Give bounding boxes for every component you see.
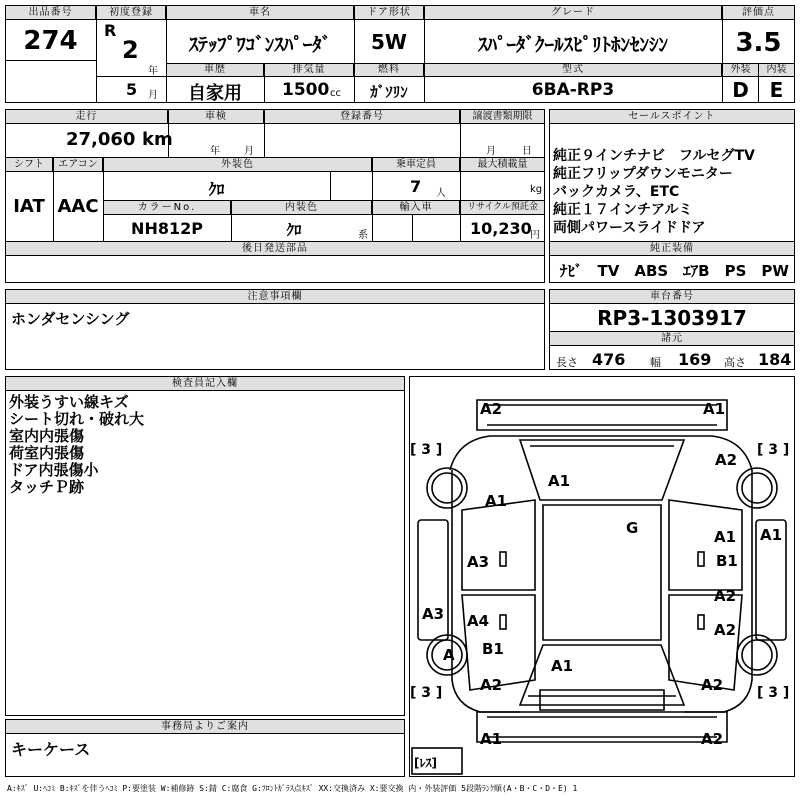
damage-code: A2 xyxy=(480,676,503,694)
tire-bracket: [ 3 ] xyxy=(410,685,443,701)
import-label: 輸入車 xyxy=(372,200,460,215)
damage-code: A3 xyxy=(422,605,445,623)
inspection-year-unit: 年 xyxy=(210,146,220,157)
damage-code: A1 xyxy=(551,657,574,675)
capacity: 7 xyxy=(410,177,422,196)
inspector-line-3: 室内内張傷 xyxy=(9,427,85,445)
height: 184 xyxy=(758,350,792,369)
office-notice-label: 事務局よりご案内 xyxy=(5,719,405,734)
width: 169 xyxy=(678,350,712,369)
interior-grade: E xyxy=(769,78,784,102)
damage-code: A xyxy=(443,646,455,664)
damage-code: A2 xyxy=(480,400,503,418)
car-name: ｽﾃｯﾌﾟﾜｺﾞﾝｽﾊﾟｰﾀﾞ xyxy=(188,34,332,56)
aircon-label: エアコン xyxy=(53,157,103,172)
displacement: 1500 xyxy=(282,80,330,100)
model: 6BA-RP3 xyxy=(531,80,615,100)
damage-code: G xyxy=(626,519,639,537)
damage-code: A2 xyxy=(714,621,737,639)
standard-equipment-label: 純正装備 xyxy=(549,241,795,256)
damage-code: A2 xyxy=(715,451,738,469)
inspection-month-unit: 月 xyxy=(244,146,254,157)
recycle-fee: 10,230 xyxy=(470,219,532,238)
damage-code: A1 xyxy=(548,472,571,490)
max-load-label: 最大積載量 xyxy=(460,157,545,172)
inspector-notes-label: 検査員記入欄 xyxy=(5,376,405,391)
mileage-label: 走行 xyxy=(5,109,168,124)
office-notice-text: キーケース xyxy=(11,740,91,759)
score: 3.5 xyxy=(735,28,782,58)
tire-bracket: [ 3 ] xyxy=(410,442,443,458)
interior-color-unit: 系 xyxy=(358,230,368,241)
capacity-label: 乗車定員 xyxy=(372,157,460,172)
registration-number-label: 登録番号 xyxy=(264,109,460,124)
width-label: 幅 xyxy=(650,356,661,369)
damage-code: A1 xyxy=(485,492,508,510)
interior-color-label: 内装色 xyxy=(231,200,372,215)
inspection-label: 車検 xyxy=(168,109,264,124)
sales-line-5: 両側パワースライドドア xyxy=(553,220,706,236)
damage-code: A4 xyxy=(467,612,490,630)
transfer-deadline-label: 譲渡書類期限 xyxy=(460,109,545,124)
length-label: 長さ xyxy=(556,356,578,369)
first-registration-label: 初度登録 xyxy=(96,5,166,20)
color-number-label: カラーNo. xyxy=(103,200,231,215)
shift-label: シフト xyxy=(5,157,53,172)
inspector-line-1: 外装うすい線キズ xyxy=(9,393,129,411)
inspector-line-4: 荷室内張傷 xyxy=(9,444,85,462)
lot-number-label: 出品番号 xyxy=(5,5,96,20)
sales-point-label: セールスポイント xyxy=(549,109,795,124)
damage-code: A2 xyxy=(701,730,724,748)
standard-equipment: ﾅﾋﾞ TV ABS ｴｱB PS PW xyxy=(560,262,789,280)
recycle-label: リサイクル預託金 xyxy=(460,200,545,215)
registration-year: 2 xyxy=(122,36,139,64)
fuel: ｶﾞｿﾘﾝ xyxy=(370,83,408,101)
month-unit: 月 xyxy=(148,90,158,101)
damage-code: B1 xyxy=(716,552,738,570)
length: 476 xyxy=(592,350,626,369)
car-name-label: 車名 xyxy=(166,5,354,20)
damage-code: A2 xyxy=(701,676,724,694)
max-load-unit: kg xyxy=(530,184,543,195)
transfer-day-unit: 日 xyxy=(522,146,532,157)
damage-code: A2 xyxy=(714,587,737,605)
aircon: AAC xyxy=(57,196,99,217)
sales-line-3: バックカメラ、ETC xyxy=(553,184,680,200)
exterior-color: ｸﾛ xyxy=(208,180,225,199)
registration-month: 5 xyxy=(126,80,138,99)
color-number: NH812P xyxy=(131,219,203,238)
grade-label: グレード xyxy=(424,5,722,20)
notes-text: ホンダセンシング xyxy=(11,310,130,328)
km-unit: km xyxy=(142,129,173,150)
damage-code: A1 xyxy=(480,730,503,748)
displacement-label: 排気量 xyxy=(264,63,354,77)
exterior-color-label: 外装色 xyxy=(103,157,372,172)
interior-grade-label: 内装 xyxy=(758,63,795,77)
shift: IAT xyxy=(13,196,45,217)
sales-line-1: 純正９インチナビ フルセグTV xyxy=(553,148,755,164)
inspector-line-5: ドア内張傷小 xyxy=(9,461,99,479)
tire-bracket: [ 3 ] xyxy=(757,685,790,701)
inspector-line-6: タッチＰ跡 xyxy=(9,478,85,496)
car-diagram xyxy=(409,376,795,777)
door-type: 5W xyxy=(371,30,407,54)
sales-line-4: 純正１７インチアルミ xyxy=(553,202,693,218)
later-parts-label: 後日発送部品 xyxy=(5,241,545,256)
chassis-number-label: 車台番号 xyxy=(549,289,795,304)
grade: ｽﾊﾟｰﾀﾞｸｰﾙｽﾋﾟﾘﾄﾎﾝｾﾝｼﾝ xyxy=(477,34,668,56)
recycle-unit: 円 xyxy=(530,230,540,241)
history-label: 車歴 xyxy=(166,63,264,77)
interior-color: ｸﾛ xyxy=(286,221,302,239)
legend: A:ｷｽﾞ U:ﾍｺﾐ B:ｷｽﾞを伴うﾍｺﾐ P:要塗装 W:補修跡 S:錆 C:腐食 G:ﾌﾛﾝﾄｶﾞﾗｽ点ｷｽﾞ XX:交換済み X:要交換 内・外装評価 5段階ﾗﾝｸ順(A・B・C・D・E) 1 xyxy=(7,784,578,793)
model-label: 型式 xyxy=(424,63,722,77)
exterior-grade: D xyxy=(732,78,749,102)
history: 自家用 xyxy=(188,83,242,104)
year-unit: 年 xyxy=(148,66,158,77)
cc-unit: cc xyxy=(330,88,341,99)
lot-number: 274 xyxy=(23,26,78,56)
damage-code: A1 xyxy=(703,400,726,418)
chassis-number: RP3-1303917 xyxy=(597,306,747,330)
capacity-unit: 人 xyxy=(436,188,446,199)
damage-code: A3 xyxy=(467,553,490,571)
door-type-label: ドア形状 xyxy=(354,5,424,20)
damage-code: A1 xyxy=(760,526,783,544)
damage-code: A1 xyxy=(714,528,737,546)
damage-code: B1 xyxy=(482,640,504,658)
transfer-month-unit: 月 xyxy=(486,146,496,157)
spare-bracket: [ﾚｽ] xyxy=(414,756,437,770)
fuel-label: 燃料 xyxy=(354,63,424,77)
tire-bracket: [ 3 ] xyxy=(757,442,790,458)
mileage: 27,060 xyxy=(66,129,136,150)
inspector-line-2: シート切れ・破れ大 xyxy=(9,410,145,428)
height-label: 高さ xyxy=(724,356,746,369)
exterior-grade-label: 外装 xyxy=(722,63,759,77)
era-code: R xyxy=(104,21,117,40)
sales-line-2: 純正フリップダウンモニター xyxy=(553,166,733,182)
score-label: 評価点 xyxy=(722,5,795,20)
dimensions-label: 諸元 xyxy=(549,331,795,346)
notes-label: 注意事項欄 xyxy=(5,289,545,304)
